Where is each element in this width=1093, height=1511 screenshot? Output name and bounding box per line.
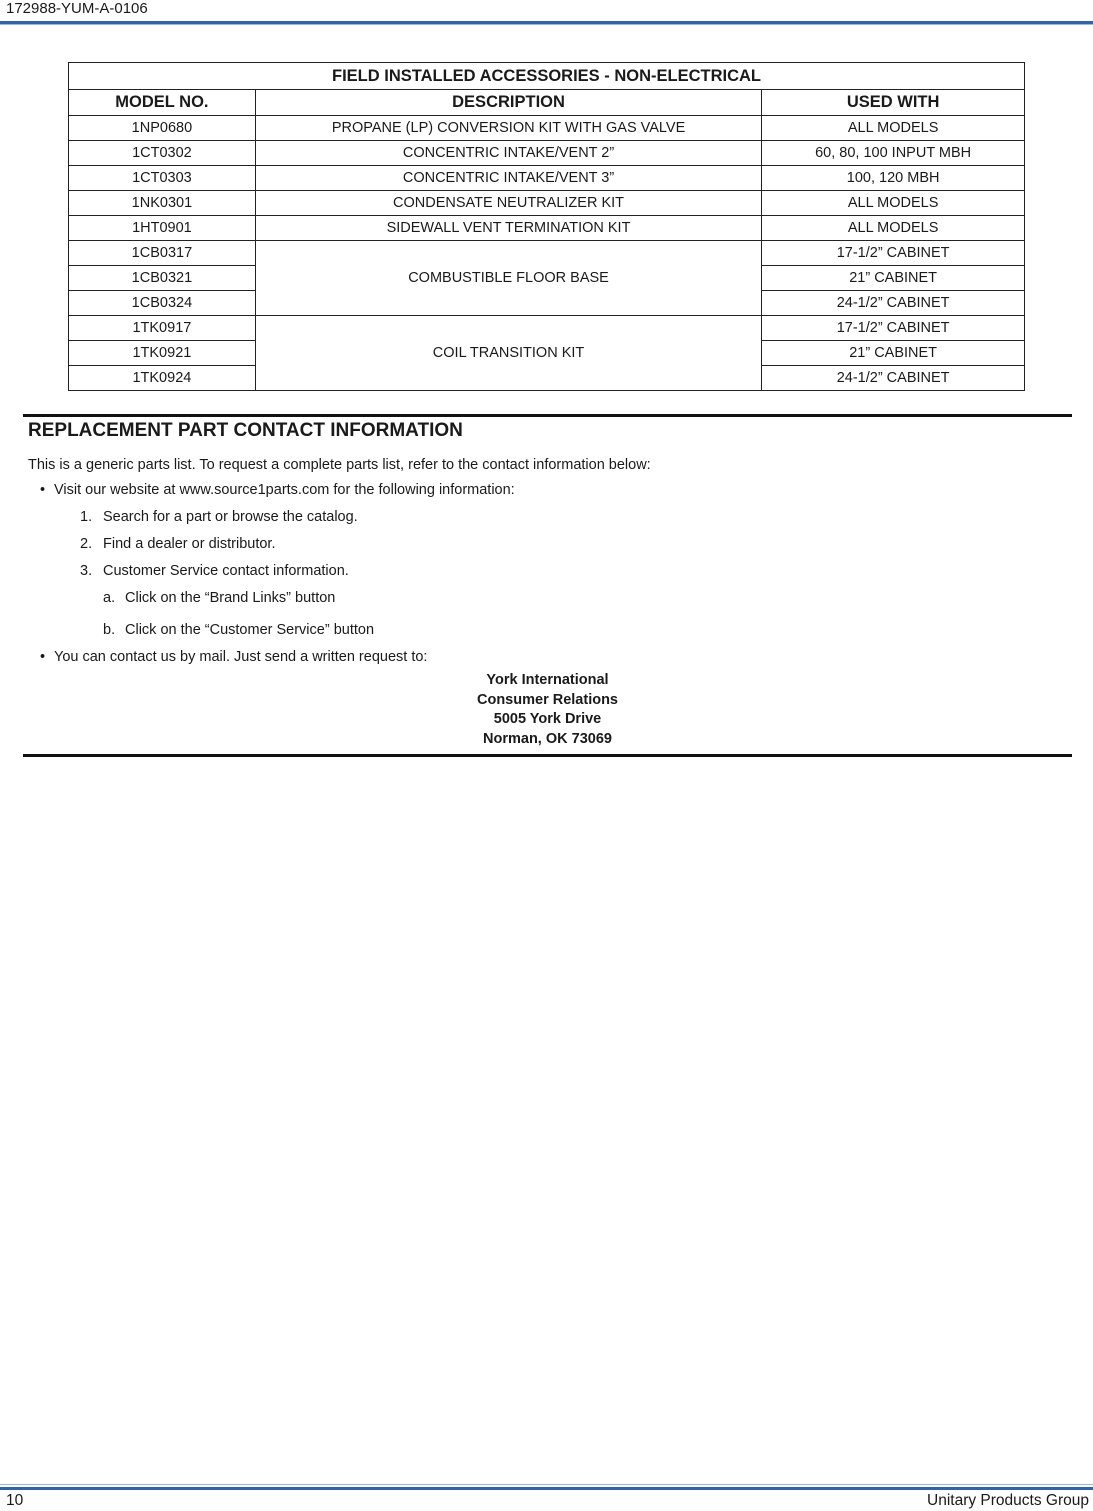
step-text: Search for a part or browse the catalog. xyxy=(103,509,358,525)
description-cell: SIDEWALL VENT TERMINATION KIT xyxy=(255,216,761,241)
used-with-cell: 17-1/2” CABINET xyxy=(762,316,1025,341)
used-with-cell: 24-1/2” CABINET xyxy=(762,366,1025,391)
description-cell: CONCENTRIC INTAKE/VENT 2” xyxy=(255,141,761,166)
bullet-icon: • xyxy=(40,482,46,498)
bullet-text: You can contact us by mail. Just send a written request to: xyxy=(54,649,428,665)
table-row xyxy=(69,241,1025,266)
used-with-cell: 21” CABINET xyxy=(762,341,1025,366)
model-cell: 1CB0324 xyxy=(69,291,256,316)
replacement-part-contact-section xyxy=(23,414,1072,757)
page-number: 10 xyxy=(6,1492,24,1509)
used-with-cell: ALL MODELS xyxy=(762,116,1025,141)
model-cell: 1TK0924 xyxy=(69,366,256,391)
list-item xyxy=(40,482,515,498)
description-cell: CONDENSATE NEUTRALIZER KIT xyxy=(255,191,761,216)
table-row xyxy=(69,116,1025,141)
address-line: Consumer Relations xyxy=(477,691,618,708)
model-cell: 1NP0680 xyxy=(69,116,256,141)
section-title: REPLACEMENT PART CONTACT INFORMATION xyxy=(28,420,463,441)
used-with-cell: 24-1/2” CABINET xyxy=(762,291,1025,316)
used-with-cell: ALL MODELS xyxy=(762,191,1025,216)
substep-text: Click on the “Customer Service” button xyxy=(125,622,375,638)
mailing-address xyxy=(23,671,1072,749)
step-number: 3. xyxy=(80,563,93,579)
document-id: 172988-YUM-A-0106 xyxy=(6,0,148,17)
intro-text: This is a generic parts list. To request a complete parts list, refer to the contact information below: xyxy=(28,457,651,473)
bullet-icon: • xyxy=(40,649,46,665)
list-item xyxy=(103,622,374,638)
list-item xyxy=(80,509,358,525)
model-cell: 1TK0917 xyxy=(69,316,256,341)
model-cell: 1NK0301 xyxy=(69,191,256,216)
bullet-text: Visit our website at www.source1parts.com for the following information: xyxy=(54,482,515,498)
column-header-description: DESCRIPTION xyxy=(255,90,761,116)
substep-text: Click on the “Brand Links” button xyxy=(125,590,336,606)
substep-letter: b. xyxy=(103,622,116,638)
column-header-model: MODEL NO. xyxy=(69,90,256,116)
model-cell: 1CT0303 xyxy=(69,166,256,191)
list-item xyxy=(40,649,427,665)
model-cell: 1CT0302 xyxy=(69,141,256,166)
used-with-cell: 60, 80, 100 INPUT MBH xyxy=(762,141,1025,166)
table-row xyxy=(69,191,1025,216)
table-row xyxy=(69,141,1025,166)
used-with-cell: 17-1/2” CABINET xyxy=(762,241,1025,266)
list-item xyxy=(80,536,275,552)
address-line: York International xyxy=(486,672,609,688)
description-cell: COIL TRANSITION KIT xyxy=(255,316,761,391)
header-rule xyxy=(0,21,1093,24)
step-text: Find a dealer or distributor. xyxy=(103,536,276,552)
substep-letter: a. xyxy=(103,590,116,606)
table-row xyxy=(69,216,1025,241)
model-cell: 1HT0901 xyxy=(69,216,256,241)
accessories-table xyxy=(68,62,1025,391)
footer-rule xyxy=(0,1487,1093,1490)
description-cell: PROPANE (LP) CONVERSION KIT WITH GAS VALVE xyxy=(255,116,761,141)
table-row xyxy=(69,316,1025,341)
column-header-used-with: USED WITH xyxy=(762,90,1025,116)
step-number: 2. xyxy=(80,536,93,552)
step-number: 1. xyxy=(80,509,93,525)
table-row xyxy=(69,166,1025,191)
company-name: Unitary Products Group xyxy=(927,1492,1089,1509)
address-line: Norman, OK 73069 xyxy=(483,730,612,747)
used-with-cell: ALL MODELS xyxy=(762,216,1025,241)
model-cell: 1CB0321 xyxy=(69,266,256,291)
used-with-cell: 100, 120 MBH xyxy=(762,166,1025,191)
table-title: FIELD INSTALLED ACCESSORIES - NON-ELECTRICAL xyxy=(69,63,1025,90)
address-line: 5005 York Drive xyxy=(493,711,602,727)
list-item xyxy=(80,563,349,579)
description-cell: COMBUSTIBLE FLOOR BASE xyxy=(255,241,761,316)
model-cell: 1TK0921 xyxy=(69,341,256,366)
list-item xyxy=(103,590,335,606)
used-with-cell: 21” CABINET xyxy=(762,266,1025,291)
description-cell: CONCENTRIC INTAKE/VENT 3” xyxy=(255,166,761,191)
model-cell: 1CB0317 xyxy=(69,241,256,266)
step-text: Customer Service contact information. xyxy=(103,563,349,579)
